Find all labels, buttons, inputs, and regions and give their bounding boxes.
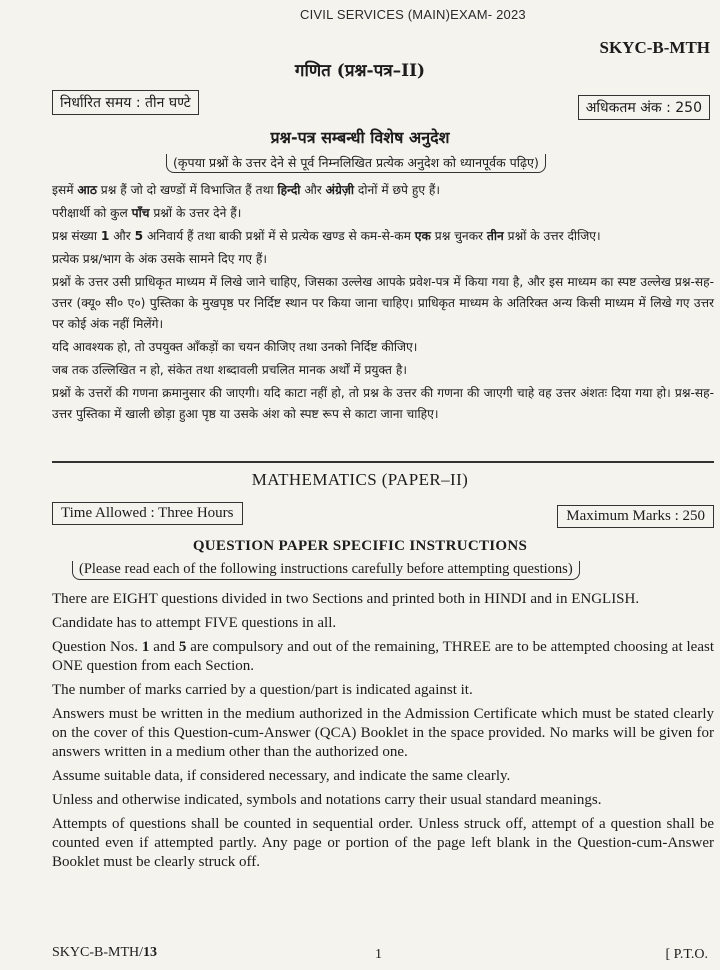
english-instruction-3: Question Nos. 1 and 5 are compulsory and out of the remaining, THREE are to be attempted choosing at least ONE question from each Section. xyxy=(52,639,714,674)
section-divider xyxy=(52,461,714,463)
hindi-instruction-6: यदि आवश्यक हो, तो उपयुक्त आँकड़ों का चयन कीजिए तथा उनको निर्दिष्ट कीजिए। xyxy=(52,340,418,354)
paper-code: SKYC-B-MTH xyxy=(599,38,710,57)
footer-paper-code: SKYC-B-MTH/13 xyxy=(52,945,158,960)
hindi-instruction-2: परीक्षार्थी को कुल पाँच प्रश्नों के उत्तर देने हैं। xyxy=(52,206,242,220)
hindi-instruction-5: प्रश्नों के उत्तर उसी प्राधिकृत माध्यम में लिखे जाने चाहिए, जिसका उल्लेख आपके प्रवेश-पत्र में किया गया है, और इस माध्यम का स्पष्ट उल्लेख प्रश्न-सह-उत्तर (क्यू० सी० ए०) पुस्तिका के मुखपृष्ठ पर निर्दिष्ट स्थान पर किया जाना चाहिए। प्राधिकृत माध्यम के अतिरिक्त अन्य किसी माध्यम में लिखे गए उत्तर पर कोई अंक नहीं मिलेंगे। xyxy=(52,275,714,331)
exam-stamp: CIVIL SERVICES (MAIN)EXAM- 2023 xyxy=(300,7,526,22)
page-number: 1 xyxy=(375,947,382,962)
english-instruction-2: Candidate has to attempt FIVE questions in all. xyxy=(52,615,337,631)
hindi-paper-title: गणित (प्रश्न-पत्र–II) xyxy=(294,61,426,81)
hindi-instruction-8: प्रश्नों के उत्तरों की गणना क्रमानुसार की जाएगी। यदि काटा नहीं हो, तो प्रश्न के उत्तर की गणना की जाएगी चाहे वह उत्तर अंशतः दिया गया हो। प्रश्न-सह-उत्तर पुस्तिका में खाली छोड़ा हुआ पृष्ठ या उसके अंश को स्पष्ट रूप से काटा जाना चाहिए। xyxy=(52,386,714,421)
english-instructions-subheading: (Please read each of the following instructions carefully before attempting questions) xyxy=(72,561,580,580)
hindi-instructions xyxy=(52,180,714,427)
english-instruction-6: Assume suitable data, if considered necessary, and indicate the same clearly. xyxy=(52,768,511,784)
hindi-instruction-4: प्रत्येक प्रश्न/भाग के अंक उसके सामने दिए गए हैं। xyxy=(52,252,267,266)
english-instruction-1: There are EIGHT questions divided in two Sections and printed both in HINDI and in ENGLISH. xyxy=(52,591,640,607)
hindi-time-allowed: निर्धारित समय : तीन घण्टे xyxy=(52,90,199,115)
english-instruction-8: Attempts of questions shall be counted in sequential order. Unless struck off, attempt of a question shall be counted even if attempted partly. Any page or portion of the page left blank in the Question-cum-Answer Booklet must be clearly struck off. xyxy=(52,816,714,870)
english-instructions-heading: QUESTION PAPER SPECIFIC INSTRUCTIONS xyxy=(192,538,528,554)
english-instruction-4: The number of marks carried by a question/part is indicated against it. xyxy=(52,682,473,698)
hindi-instructions-subheading: (कृपया प्रश्नों के उत्तर देने से पूर्व निम्नलिखित प्रत्येक अनुदेश को ध्यानपूर्वक पढ़िए) xyxy=(166,154,546,173)
hindi-max-marks: अधिकतम अंक : 250 xyxy=(578,95,710,120)
english-time-allowed: Time Allowed : Three Hours xyxy=(52,502,243,525)
please-turn-over: [ P.T.O. xyxy=(665,947,708,962)
hindi-instructions-heading: प्रश्न-पत्र सम्बन्धी विशेष अनुदेश xyxy=(270,128,450,147)
english-paper-title: MATHEMATICS (PAPER–II) xyxy=(251,470,469,489)
hindi-instruction-3: प्रश्न संख्या 1 और 5 अनिवार्य हैं तथा बाकी प्रश्नों में से प्रत्येक खण्ड से कम-से-कम एक प्रश्न चुनकर तीन प्रश्नों के उत्तर दीजिए। xyxy=(52,229,601,243)
english-instruction-7: Unless and otherwise indicated, symbols and notations carry their usual standard meanings. xyxy=(52,792,602,808)
hindi-instruction-7: जब तक उल्लिखित न हो, संकेत तथा शब्दावली प्रचलित मानक अर्थों में प्रयुक्त है। xyxy=(52,363,407,377)
english-instructions xyxy=(52,590,714,877)
english-max-marks: Maximum Marks : 250 xyxy=(557,505,714,528)
english-instruction-5: Answers must be written in the medium authorized in the Admission Certificate which must be stated clearly on the cover of this Question-cum-Answer (QCA) Booklet in the space provided. No marks will be given for answers written in a medium other than the authorized one. xyxy=(52,706,714,760)
hindi-instruction-1: इसमें आठ प्रश्न हैं जो दो खण्डों में विभाजित हैं तथा हिन्दी और अंग्रेज़ी दोनों में छपे हुए हैं। xyxy=(52,183,441,197)
